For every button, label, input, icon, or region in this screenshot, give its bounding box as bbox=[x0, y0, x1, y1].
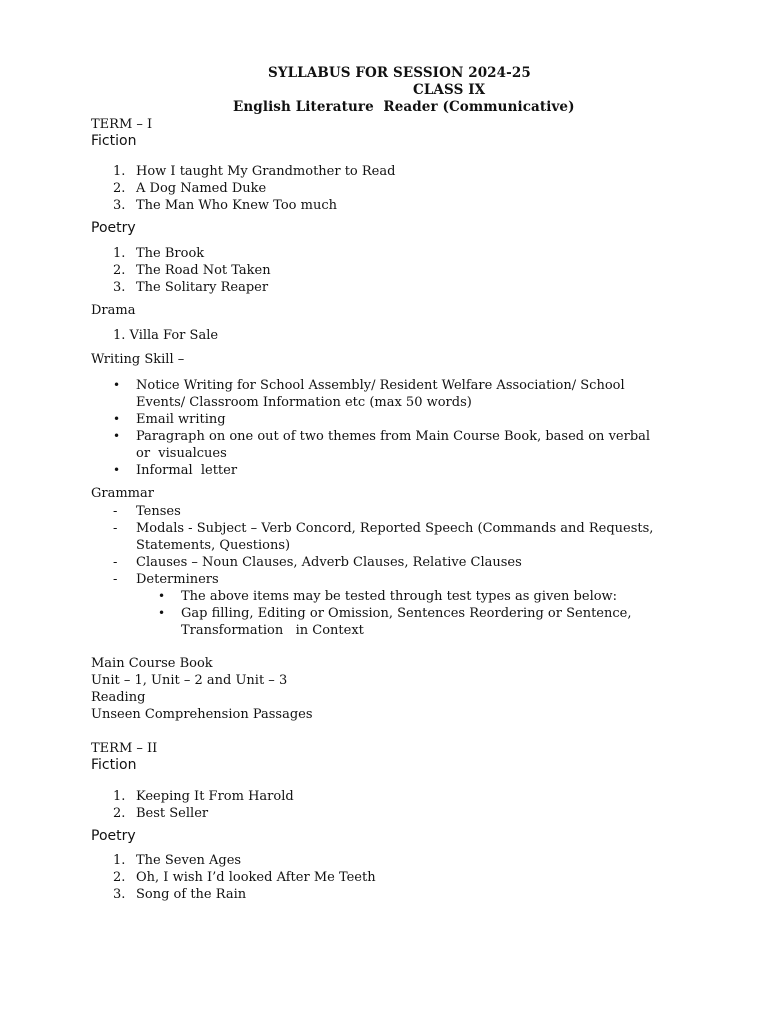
list-item: 3. The Solitary Reaper bbox=[113, 280, 269, 295]
list-item: • Informal letter bbox=[113, 463, 238, 478]
list-item: • Notice Writing for School Assembly/ Resident Welfare Association/ School Events/ Classroom Information etc (max 50 words) bbox=[113, 378, 625, 410]
list-item: • Email writing bbox=[113, 412, 226, 427]
term-1-drama-heading: Drama bbox=[91, 303, 136, 318]
units-line: Unit – 1, Unit – 2 and Unit – 3 bbox=[91, 673, 288, 688]
reading-heading: Reading bbox=[91, 690, 146, 705]
list-item: • Paragraph on one out of two themes from Main Course Book, based on verbal or visualcues bbox=[113, 429, 651, 461]
list-item: 1. The Seven Ages bbox=[113, 853, 242, 868]
list-item: 2. The Road Not Taken bbox=[113, 263, 271, 278]
class-heading: CLASS IX bbox=[413, 82, 486, 98]
list-item: - Modals - Subject – Verb Concord, Reported Speech (Commands and Requests, Statements, Questions) bbox=[113, 521, 654, 553]
writing-skill-heading: Writing Skill – bbox=[91, 352, 185, 367]
drama-item: 1. Villa For Sale bbox=[113, 328, 219, 343]
writing-skill-list bbox=[91, 377, 650, 479]
subject-heading: English Literature Reader (Communicative) bbox=[233, 99, 575, 115]
term-1-fiction-heading: Fiction bbox=[91, 133, 137, 149]
list-item: 3. The Man Who Knew Too much bbox=[113, 198, 337, 213]
term-2-poetry-heading: Poetry bbox=[91, 828, 136, 844]
term-2-poetry-list bbox=[91, 852, 376, 903]
term-1-poetry-heading: Poetry bbox=[91, 220, 136, 236]
list-item: 1. Keeping It From Harold bbox=[113, 789, 294, 804]
term-2-fiction-list bbox=[91, 788, 294, 822]
term-2-fiction-heading: Fiction bbox=[91, 757, 137, 773]
main-course-heading: Main Course Book bbox=[91, 656, 213, 671]
term-1-fiction-list bbox=[91, 163, 395, 214]
list-item: • Gap filling, Editing or Omission, Sentences Reordering or Sentence, Transformation in Context bbox=[158, 606, 632, 638]
list-item: 1. The Brook bbox=[113, 246, 205, 261]
list-item: 2. Oh, I wish I’d looked After Me Teeth bbox=[113, 870, 376, 885]
grammar-notes-list bbox=[91, 588, 631, 639]
document-title: SYLLABUS FOR SESSION 2024-25 bbox=[268, 65, 531, 81]
term-1-poetry-list bbox=[91, 245, 271, 296]
list-item: - Tenses bbox=[113, 504, 181, 519]
list-item: - Clauses – Noun Clauses, Adverb Clauses, Relative Clauses bbox=[113, 555, 522, 570]
grammar-heading: Grammar bbox=[91, 486, 154, 501]
list-item: 2. A Dog Named Duke bbox=[113, 181, 267, 196]
unseen-passages-line: Unseen Comprehension Passages bbox=[91, 707, 313, 722]
list-item: - Determiners bbox=[113, 572, 219, 587]
list-item: 3. Song of the Rain bbox=[113, 887, 247, 902]
list-item: 1. How I taught My Grandmother to Read bbox=[113, 164, 396, 179]
grammar-list bbox=[91, 503, 653, 588]
term-1-label: TERM – I bbox=[91, 117, 153, 132]
list-item: • The above items may be tested through test types as given below: bbox=[158, 589, 618, 604]
list-item: 2. Best Seller bbox=[113, 806, 209, 821]
term-2-label: TERM – II bbox=[91, 741, 158, 756]
